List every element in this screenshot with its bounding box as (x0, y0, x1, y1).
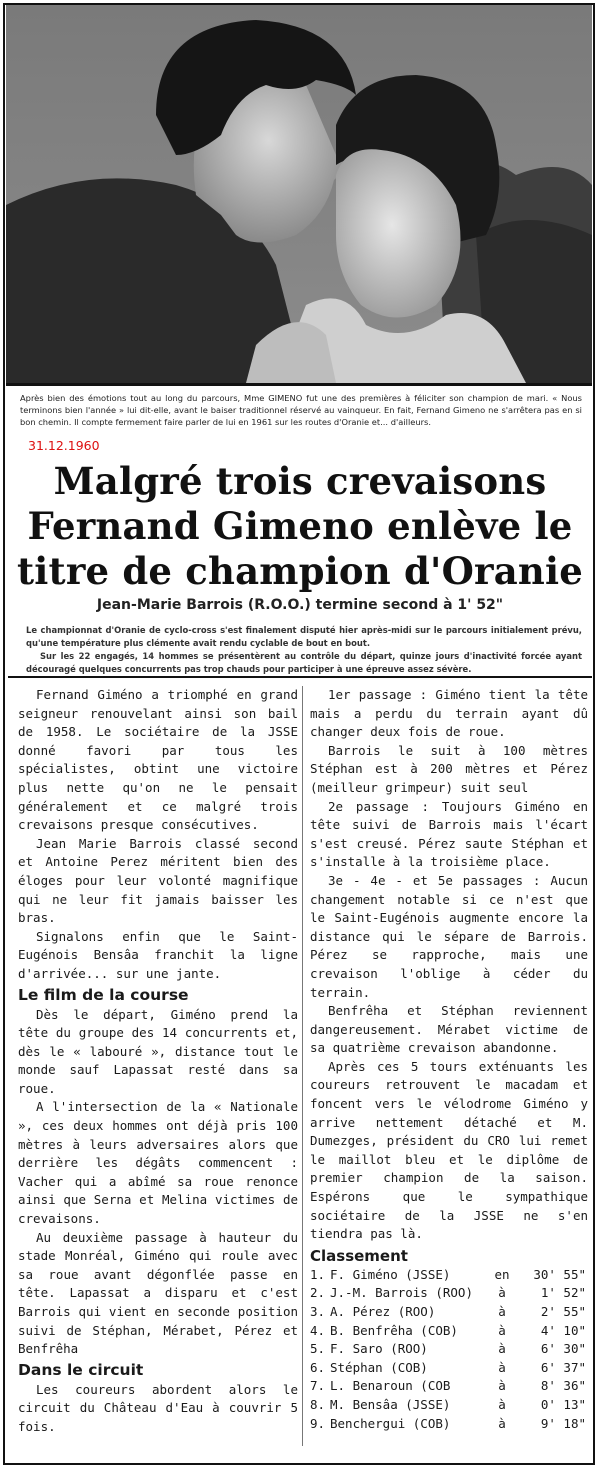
ranking-row (310, 1284, 588, 1303)
rank-name: J.-M. Barrois (ROO) (330, 1285, 473, 1301)
subheadline: Jean-Marie Barrois (R.O.O.) termine second à 1' 52" (96, 597, 504, 613)
article-photo (6, 5, 592, 386)
section-heading: Dans le circuit (18, 1360, 144, 1379)
ranking-row (310, 1303, 588, 1322)
rank-time: 2' 55" (540, 1304, 586, 1319)
rank-position: 6. (310, 1359, 326, 1375)
section-heading: Le film de la course (18, 985, 189, 1004)
rank-name: Stéphan (COB) (330, 1359, 428, 1375)
rank-name: F. Giméno (JSSE) (330, 1266, 451, 1282)
intro-paragraph: Le championnat d'Oranie de cyclo-cross s'est finalement disputé hier après-midi sur le parcours initialement prévu, qu'une température plus clémente avait rendu cyclable de bout en bout. (26, 625, 582, 648)
body-paragraph: Les coureurs abordent alors le circuit du Château d'Eau à couvrir 5 fois. (18, 1381, 298, 1434)
rank-name: B. Benfrêha (COB) (330, 1322, 458, 1338)
intro-paragraph: Sur les 22 engagés, 14 hommes se présentèrent au contrôle du départ, quinze jours d'inactivité forcée ayant découragé quelques concurrents pas trop chauds pour participer à une épreuve assez sévère. (26, 651, 582, 674)
ranking-row (310, 1340, 588, 1359)
headline (8, 459, 592, 594)
body-paragraph: 1er passage : Giméno tient la tête mais a perdu du terrain ayant dû changer deux fois de roue. (310, 687, 588, 740)
rank-time: 1' 52" (540, 1285, 586, 1301)
body-paragraph: 2e passage : Toujours Giméno en tête suivi de Barrois mais l'écart s'est creusé. Pérez saute Stéphan et s'installe à la troisième place. (310, 798, 588, 870)
body-paragraph: A l'intersection de la « Nationale », ces deux hommes ont déjà pris 100 mètres à leurs adversaires alors que derrière les dégâts commencent : Vacher qui a abîmé sa roue renonce ainsi que Serna et Melina victimes de crevaisons. (18, 1099, 298, 1227)
headline-line-1: Malgré trois crevaisons (53, 459, 547, 503)
rank-position: 1. (310, 1266, 326, 1282)
rank-separator: à (498, 1304, 506, 1319)
rank-time: 4' 10" (540, 1322, 586, 1338)
rank-separator: à (498, 1322, 506, 1338)
rank-position: 4. (310, 1322, 326, 1338)
divider (8, 676, 592, 678)
rank-name: F. Saro (ROO) (330, 1341, 428, 1357)
body-paragraph: Dès le départ, Giméno prend la tête du groupe des 14 concurrents et, dès le « labouré », distance tout le monde sauf Lapassat resté dans sa roue. (18, 1006, 298, 1096)
classement-table (310, 1266, 588, 1433)
classement-heading: Classement (310, 1246, 408, 1265)
body-paragraph: 3e - 4e - et 5e passages : Aucun changement notable si ce n'est que le Saint-Eugénois augmente encore la distance qui le sépare de Barrois. Pérez se rapproche, mais une crevaison l'oblige à céder du terrain. (310, 872, 588, 1000)
body-paragraph: Benfrêha et Stéphan reviennent dangereusement. Mérabet victime de sa quatrième crevaison abandonne. (310, 1003, 588, 1056)
rank-name: L. Benaroun (COB (330, 1378, 451, 1394)
rank-time: 8' 36" (540, 1378, 586, 1394)
rank-separator: à (498, 1341, 506, 1357)
column-divider (302, 686, 303, 1446)
ranking-row (310, 1322, 588, 1341)
rank-time: 6' 30" (540, 1341, 586, 1357)
rank-position: 9. (310, 1415, 326, 1431)
photo-couple-illustration (6, 5, 592, 383)
rank-time: 6' 37" (540, 1359, 586, 1375)
rank-separator: en (494, 1266, 510, 1282)
ranking-row (310, 1359, 588, 1378)
rank-name: A. Pérez (ROO) (330, 1304, 436, 1319)
body-paragraph: Fernand Giméno a triomphé en grand seigneur renouvelant ainsi son bail de 1958. Le sociétaire de la JSSE donné favori par tous les spécialistes, obtint une victoire plus nette qu'on ne le pensait généralement et ce malgré trois crevaisons presque consécutives. (18, 687, 298, 833)
rank-separator: à (498, 1396, 506, 1412)
rank-position: 2. (310, 1285, 326, 1301)
body-paragraph: Jean Marie Barrois classé second et Antoine Perez méritent bien des éloges pour leur volonté magnifique qui ne leur fit jamais baisser les bras. (18, 835, 298, 926)
rank-time: 30' 55" (533, 1266, 586, 1282)
rank-position: 7. (310, 1378, 326, 1394)
ranking-row (310, 1266, 588, 1285)
intro-paragraphs (26, 624, 582, 676)
rank-position: 5. (310, 1341, 326, 1357)
ranking-row (310, 1377, 588, 1396)
rank-time: 0' 13" (540, 1396, 586, 1412)
body-paragraph: Au deuxième passage à hauteur du stade Monréal, Giméno qui roule avec sa roue avant dégonflée passe en tête. Lapassat a disparu et c'est Barrois qui vient en seconde position suivi de Stéphan, Mérabet, Pérez et Benfrêha (18, 1229, 298, 1357)
rank-position: 3. (310, 1304, 326, 1319)
rank-separator: à (498, 1378, 506, 1394)
photo-caption: Après bien des émotions tout au long du parcours, Mme GIMENO fut une des premières à féliciter son champion de mari. « Nous terminons bien l'année » lui dit-elle, avant le baiser traditionnel réservé au vainqueur. En fait, Fernand Gimeno ne s'arrêtera pas en si bon chemin. Il compte fermement faire parler de lui en 1961 sur les routes d'Oranie et... d'ailleurs. (20, 393, 582, 428)
article-column-2 (310, 686, 588, 1433)
rank-position: 8. (310, 1396, 326, 1412)
article-date: 31.12.1960 (28, 438, 100, 453)
rank-name: Benchergui (COB) (330, 1415, 451, 1431)
rank-time: 9' 18" (540, 1415, 586, 1431)
rank-separator: à (498, 1359, 506, 1375)
body-paragraph: Après ces 5 tours exténuants les coureurs retrouvent le macadam et foncent vers le vélodrome Giméno y arrive nettement détaché et M. Dumezges, président du CRO lui remet le maillot bleu et le diplôme de premier champion de la saison. Espérons que le sympathique sociétaire de la JSSE ne s'en tiendra pas là. (310, 1058, 588, 1242)
rank-separator: à (498, 1415, 506, 1431)
headline-line-3: titre de champion d'Oranie (17, 549, 583, 593)
rank-name: M. Bensâa (JSSE) (330, 1396, 451, 1412)
body-paragraph: Signalons enfin que le Saint-Eugénois Bensâa franchit la ligne d'arrivée... sur une jante. (18, 928, 298, 981)
headline-line-2: Fernand Gimeno enlève le (27, 504, 573, 548)
article-column-1 (18, 686, 298, 1437)
ranking-row (310, 1415, 588, 1434)
ranking-row (310, 1396, 588, 1415)
body-paragraph: Barrois le suit à 100 mètres Stéphan est à 200 mètres et Pérez (meilleur grimpeur) suit seul (310, 742, 588, 795)
rank-separator: à (498, 1285, 506, 1301)
